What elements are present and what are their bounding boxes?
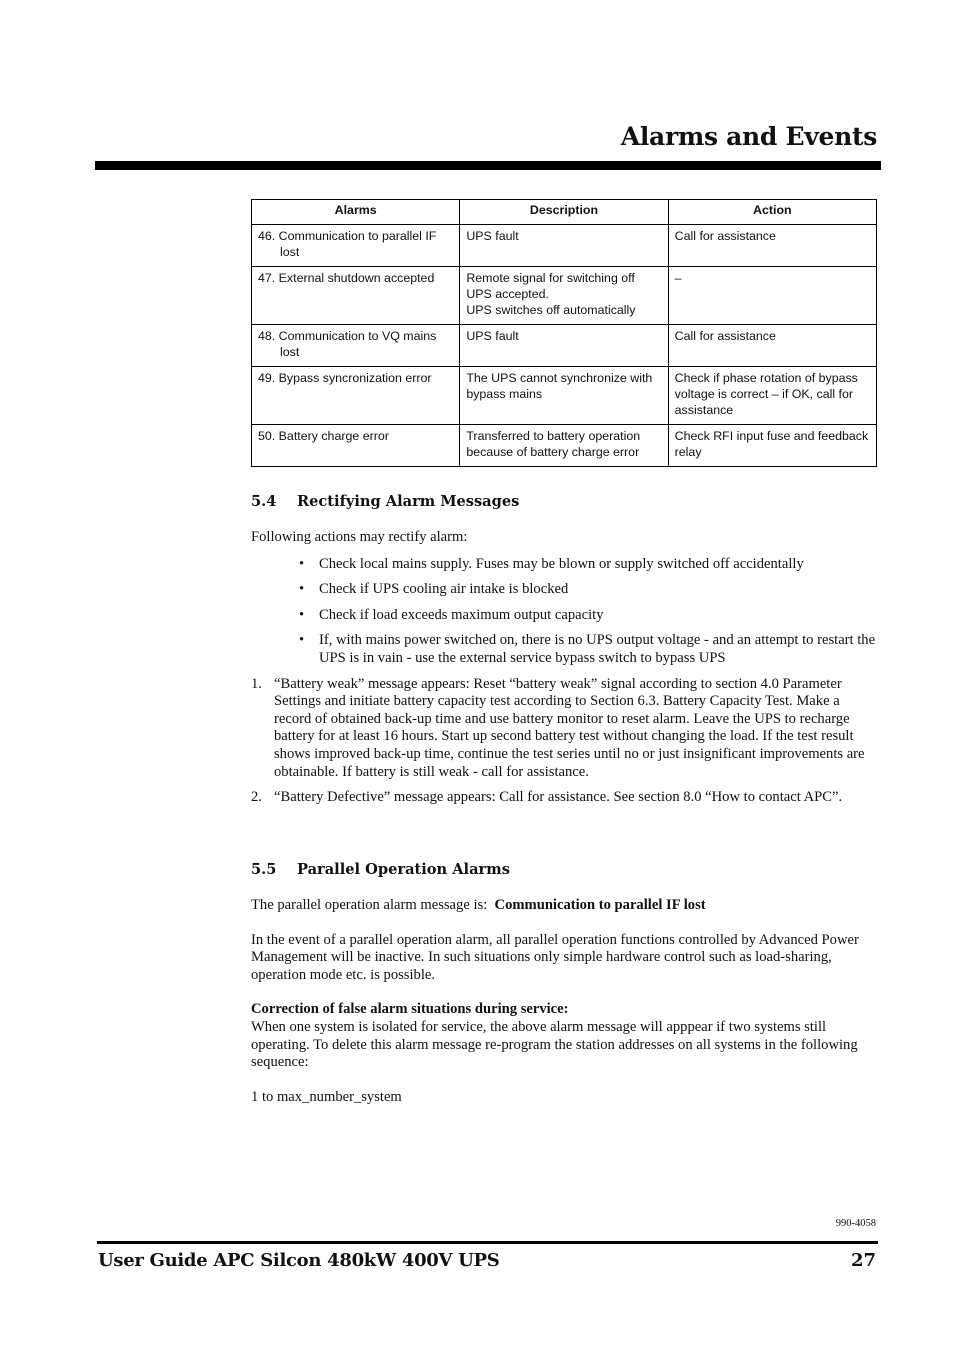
document-number: 990-4058 [835,1218,876,1229]
bullet-list [251,556,877,668]
list-item-text: If, with mains power switched on, there is no UPS output voltage - and an attempt to restart the UPS is in vain - use the external service bypass switch to bypass UPS [319,632,876,666]
section-5-5-body [251,897,877,1106]
alarm-cell: 48. Communication to VQ mains lost [252,325,460,367]
action-cell: Check if phase rotation of bypass voltage is correct – if OK, call for assistance [668,367,876,425]
page-number: 27 [850,1250,876,1271]
step-text: “Battery weak” message appears: Reset “battery weak” signal according to section 4.0 Parameter Settings and initiate battery capacity test according to Section 6.3. Battery Capacity Test. Make a record of obtained back-up time and use battery monitor to reset alarm. Leave the UPS to recharge battery for at least 16 hours. Start up second battery test without changing the load. If the test result shows improved back-up time, continue the test series until no or just insignificant improvements are obtainable. If battery is still weak - call for assistance. [274,675,865,780]
alarm-cell: 50. Battery charge error [252,425,460,467]
list-item-text: Check if load exceeds maximum output capacity [319,606,604,623]
column-header-alarms: Alarms [252,200,460,225]
description-cell: The UPS cannot synchronize with bypass mains [460,367,668,425]
column-header-description: Description [460,200,668,225]
alarm-message-line [251,897,877,915]
description-cell: UPS fault [460,225,668,267]
numbered-list [251,676,877,807]
footer-title: User Guide APC Silcon 480kW 400V UPS [98,1250,500,1271]
list-item [299,555,877,574]
message-prefix: The parallel operation alarm message is: [251,897,488,913]
section-5-4-body [251,529,877,815]
intro-text: Following actions may rectify alarm: [251,529,468,545]
description-cell: UPS fault [460,325,668,367]
list-item-text: Check local mains supply. Fuses may be blown or supply switched off accidentally [319,555,804,572]
bullet-icon: • [299,555,305,572]
correction-heading-text: Correction of false alarm situations during service: [251,1001,569,1018]
footer-rule [97,1241,878,1244]
section-number: 5.4 [251,493,277,510]
action-cell: Check RFI input fuse and feedback relay [668,425,876,467]
alarm-cell: 49. Bypass syncronization error [252,367,460,425]
list-item-text: Check if UPS cooling air intake is blocked [319,581,569,598]
column-header-action: Action [668,200,876,225]
table-row [252,425,877,467]
description-cell: Transferred to battery operation because of battery charge error [460,425,668,467]
page-header-title: Alarms and Events [620,122,877,151]
sequence-text: 1 to max_number_system [251,1088,402,1105]
description-cell: Remote signal for switching off UPS accepted. UPS switches off automatically [460,267,668,325]
message-bold: Communication to parallel IF lost [494,897,706,913]
table-row [252,367,877,425]
alarm-table [251,199,877,467]
bullet-icon: • [299,632,305,649]
table-row [252,225,877,267]
bullet-icon: • [299,581,305,598]
bullet-icon: • [299,606,305,623]
action-cell: Call for assistance [668,325,876,367]
step-number: 2. [251,789,262,806]
table-row [252,325,877,367]
section-title: Parallel Operation Alarms [297,861,510,878]
correction-text: When one system is isolated for service, the above alarm message will apppear if two systems still operating. To delete this alarm message re-program the station addresses on all systems in the following sequence: [251,1018,858,1071]
table-header-row [252,200,877,225]
list-item [299,581,877,599]
header-rule [95,161,881,170]
alarm-cell: 47. External shutdown accepted [252,267,460,325]
list-item [251,675,877,782]
section-title: Rectifying Alarm Messages [297,493,520,510]
section-number: 5.5 [251,861,277,878]
list-item [299,632,877,667]
step-number: 1. [251,675,262,692]
list-item [251,789,877,807]
correction-heading [251,1001,877,1019]
action-cell: Call for assistance [668,225,876,267]
section-5-5-heading [251,861,510,878]
paragraph: In the event of a parallel operation alarm, all parallel operation functions controlled by Advanced Power Management will be inactive. In such situations only simple hardware control such as load-sharing, operation mode etc. is possible. [251,931,859,983]
action-cell: – [668,267,876,325]
table-row [252,267,877,325]
alarm-cell: 46. Communication to parallel IF lost [252,225,460,267]
step-text: “Battery Defective” message appears: Call for assistance. See section 8.0 “How to contact APC”. [274,789,843,806]
section-5-4-heading [251,493,519,510]
list-item [299,606,877,625]
